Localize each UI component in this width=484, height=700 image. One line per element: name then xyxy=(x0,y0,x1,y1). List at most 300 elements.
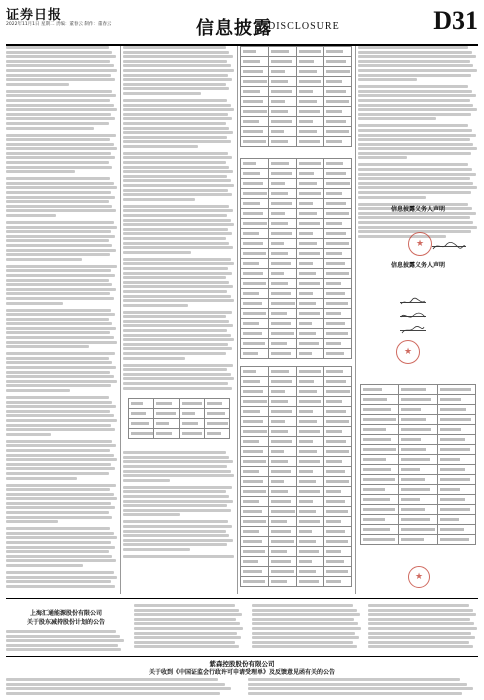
table-cell xyxy=(296,477,324,487)
table-cell xyxy=(399,435,437,445)
text-line xyxy=(6,253,110,256)
table-cell xyxy=(296,107,324,117)
table-cell xyxy=(241,527,269,537)
text-line xyxy=(123,251,191,254)
table-cell xyxy=(296,447,324,457)
table-cell xyxy=(241,239,269,249)
text-line xyxy=(358,124,468,127)
table-cell xyxy=(268,527,296,537)
newspaper-logo: 证券日报 xyxy=(6,8,63,23)
table-row xyxy=(361,405,476,415)
table-cell xyxy=(241,557,269,567)
text-line xyxy=(6,375,114,378)
table-cell xyxy=(296,467,324,477)
table-cell xyxy=(296,47,324,57)
table-cell xyxy=(241,57,269,67)
table-cell xyxy=(324,537,352,547)
text-line xyxy=(6,156,115,159)
table-cell xyxy=(268,437,296,447)
table-cell xyxy=(296,189,324,199)
table-cell xyxy=(437,395,475,405)
text-line xyxy=(123,127,229,130)
table-cell xyxy=(324,329,352,339)
text-line xyxy=(123,272,232,275)
table-row xyxy=(241,397,352,407)
text-line xyxy=(123,104,231,107)
text-line xyxy=(123,460,233,463)
text-line xyxy=(123,246,233,249)
table-cell xyxy=(268,567,296,577)
table-cell xyxy=(241,339,269,349)
table-cell xyxy=(361,425,399,435)
text-line xyxy=(123,295,231,298)
table-cell xyxy=(296,507,324,517)
text-line xyxy=(6,635,120,638)
text-line xyxy=(6,258,82,261)
table-cell xyxy=(361,505,399,515)
text-line xyxy=(358,129,472,132)
table-row xyxy=(361,465,476,475)
table-cell xyxy=(241,259,269,269)
table-cell xyxy=(399,405,437,415)
table-cell xyxy=(241,169,269,179)
table-cell xyxy=(324,117,352,127)
summary-table xyxy=(360,384,476,545)
company-seal-icon xyxy=(408,566,430,588)
text-line xyxy=(6,371,110,374)
table-cell xyxy=(296,67,324,77)
table-cell xyxy=(296,239,324,249)
table-cell xyxy=(361,515,399,525)
table-cell xyxy=(399,475,437,485)
table-cell xyxy=(324,467,352,477)
table-cell xyxy=(324,229,352,239)
text-line xyxy=(6,331,110,334)
table-cell xyxy=(361,395,399,405)
table-row xyxy=(241,427,352,437)
text-line xyxy=(123,113,228,116)
text-line xyxy=(248,678,460,681)
text-line xyxy=(358,117,436,120)
text-line xyxy=(6,357,109,360)
table-cell xyxy=(241,567,269,577)
text-line xyxy=(368,609,473,612)
table-cell xyxy=(361,485,399,495)
text-line xyxy=(123,145,198,148)
table-row xyxy=(241,547,352,557)
text-line xyxy=(368,636,475,639)
text-line xyxy=(6,536,117,539)
table-cell xyxy=(324,497,352,507)
text-line xyxy=(123,315,226,318)
table-cell xyxy=(324,209,352,219)
statement-heading-2: 信息披露义务人声明 xyxy=(390,262,445,269)
table-cell xyxy=(296,179,324,189)
table-cell xyxy=(437,535,475,545)
text-line xyxy=(6,235,115,238)
table-cell xyxy=(296,77,324,87)
table-cell xyxy=(324,57,352,67)
text-line xyxy=(123,242,229,245)
text-line xyxy=(358,182,473,185)
text-line xyxy=(6,74,111,77)
table-cell xyxy=(324,577,352,587)
text-line xyxy=(6,274,115,277)
text-line xyxy=(6,433,51,436)
text-line xyxy=(6,576,117,579)
text-line xyxy=(6,143,114,146)
table-cell xyxy=(268,87,296,97)
table-row xyxy=(241,447,352,457)
text-line xyxy=(6,414,114,417)
signature xyxy=(400,292,426,303)
table-row xyxy=(361,495,476,505)
text-line xyxy=(123,184,234,187)
text-line xyxy=(6,502,111,505)
table-cell xyxy=(296,279,324,289)
table-cell xyxy=(437,465,475,475)
table-cell xyxy=(241,97,269,107)
text-line xyxy=(6,454,114,457)
table-cell xyxy=(268,547,296,557)
table-cell xyxy=(268,289,296,299)
table-cell xyxy=(324,299,352,309)
company-seal-icon xyxy=(408,232,432,256)
table-cell xyxy=(179,399,204,409)
text-line xyxy=(123,205,229,208)
table-cell xyxy=(324,557,352,567)
table-cell xyxy=(268,249,296,259)
table-cell xyxy=(361,415,399,425)
table-row xyxy=(241,179,352,189)
text-line xyxy=(123,382,228,385)
table-cell xyxy=(241,179,269,189)
text-line xyxy=(123,262,234,265)
table-cell xyxy=(241,229,269,239)
bottom-rule xyxy=(6,656,478,657)
text-line xyxy=(6,555,112,558)
table-cell xyxy=(437,385,475,395)
text-line xyxy=(6,186,117,189)
text-line xyxy=(358,113,471,116)
text-line xyxy=(123,500,233,503)
text-line xyxy=(6,122,109,125)
text-line xyxy=(123,470,231,473)
section-title-en: DISCLOSURE xyxy=(268,21,340,32)
text-line xyxy=(6,205,112,208)
text-line xyxy=(123,334,231,337)
text-line xyxy=(358,94,476,97)
text-line xyxy=(358,226,477,229)
table-cell xyxy=(399,425,437,435)
text-line xyxy=(6,60,110,63)
table-cell xyxy=(296,497,324,507)
text-line xyxy=(123,504,227,507)
text-line xyxy=(123,92,201,95)
text-line xyxy=(6,94,116,97)
table-cell xyxy=(324,97,352,107)
column-divider xyxy=(355,46,356,594)
table-cell xyxy=(241,67,269,77)
text-line xyxy=(6,292,110,295)
text-line xyxy=(358,99,470,102)
text-line xyxy=(6,467,115,470)
table-cell xyxy=(437,415,475,425)
table-cell xyxy=(296,249,324,259)
page-number: D31 xyxy=(433,6,478,35)
table-cell xyxy=(268,319,296,329)
table-cell xyxy=(399,395,437,405)
text-line xyxy=(6,444,116,447)
text-line xyxy=(6,191,111,194)
table-cell xyxy=(154,429,179,439)
text-line xyxy=(123,166,229,169)
text-line xyxy=(123,198,195,201)
table-cell xyxy=(399,505,437,515)
table-row xyxy=(241,189,352,199)
table-row xyxy=(241,289,352,299)
table-cell xyxy=(241,507,269,517)
text-line xyxy=(123,299,234,302)
text-line xyxy=(123,189,228,192)
text-line xyxy=(252,636,359,639)
text-line xyxy=(368,618,470,621)
text-line xyxy=(248,687,473,690)
text-line xyxy=(123,214,227,217)
table-cell xyxy=(241,319,269,329)
text-line xyxy=(6,288,116,291)
table-cell xyxy=(324,47,352,57)
text-line xyxy=(6,541,111,544)
table-cell xyxy=(324,219,352,229)
text-line xyxy=(6,104,114,107)
text-column-1 xyxy=(6,46,118,594)
table-cell xyxy=(296,407,324,417)
table-cell xyxy=(324,349,352,359)
signature xyxy=(400,320,426,331)
table-cell xyxy=(268,417,296,427)
text-line xyxy=(123,539,233,542)
text-line xyxy=(358,60,470,63)
text-line xyxy=(368,645,473,648)
text-line xyxy=(6,209,116,212)
table-row xyxy=(361,515,476,525)
table-cell xyxy=(296,349,324,359)
text-line xyxy=(6,170,75,173)
notice-text-lower xyxy=(248,678,478,696)
text-line xyxy=(6,279,109,282)
text-line xyxy=(358,216,470,219)
table-cell xyxy=(296,219,324,229)
table-cell xyxy=(204,419,229,429)
text-line xyxy=(123,320,229,323)
text-line xyxy=(6,327,116,330)
table-cell xyxy=(296,577,324,587)
text-line xyxy=(6,405,116,408)
text-line xyxy=(6,648,121,651)
table-cell xyxy=(296,289,324,299)
table-cell xyxy=(268,179,296,189)
table-cell xyxy=(399,385,437,395)
table-cell xyxy=(296,397,324,407)
table-cell xyxy=(241,349,269,359)
text-line xyxy=(358,64,473,67)
table-cell xyxy=(296,339,324,349)
notice-title-center: 紫森控股股份有限公司 xyxy=(209,660,275,668)
table-cell xyxy=(399,495,437,505)
table-cell xyxy=(268,557,296,567)
text-line xyxy=(123,51,229,54)
text-line xyxy=(358,104,473,107)
table-row xyxy=(241,387,352,397)
table-cell xyxy=(296,159,324,169)
table-row xyxy=(241,219,352,229)
text-line xyxy=(6,571,114,574)
table-cell xyxy=(241,407,269,417)
table-cell xyxy=(324,367,352,377)
table-cell xyxy=(268,537,296,547)
text-line xyxy=(6,113,111,116)
text-line xyxy=(6,424,111,427)
table-cell xyxy=(361,495,399,505)
text-line xyxy=(123,513,180,516)
table-cell xyxy=(241,269,269,279)
table-row xyxy=(241,169,352,179)
text-line xyxy=(123,140,231,143)
table-cell xyxy=(437,435,475,445)
table-row xyxy=(129,409,230,419)
text-line xyxy=(6,384,111,387)
text-line xyxy=(123,60,227,63)
text-line xyxy=(6,99,110,102)
text-line xyxy=(123,543,227,546)
table-row xyxy=(241,229,352,239)
table-row xyxy=(241,367,352,377)
text-line xyxy=(123,156,232,159)
text-line xyxy=(123,387,232,390)
text-line xyxy=(123,525,232,528)
notice-title-left: 上海汇通能源股份有限公司 xyxy=(29,610,102,617)
text-line xyxy=(123,357,185,360)
text-line xyxy=(134,636,241,639)
text-line xyxy=(368,641,469,644)
table-row xyxy=(241,87,352,97)
text-line xyxy=(358,55,476,58)
table-cell xyxy=(324,319,352,329)
text-line xyxy=(6,463,111,466)
table-row xyxy=(129,429,230,439)
text-line xyxy=(6,401,112,404)
text-line xyxy=(6,497,117,500)
text-line xyxy=(6,313,115,316)
text-line xyxy=(6,269,111,272)
text-line xyxy=(6,687,231,690)
text-line xyxy=(123,117,232,120)
text-line xyxy=(358,143,473,146)
table-cell xyxy=(324,137,352,147)
table-cell xyxy=(324,127,352,137)
text-line xyxy=(134,645,239,648)
text-line xyxy=(6,117,115,120)
text-line xyxy=(123,108,234,111)
table-cell xyxy=(296,517,324,527)
table-cell xyxy=(268,127,296,137)
table-cell xyxy=(268,169,296,179)
table-cell xyxy=(241,289,269,299)
table-cell xyxy=(324,339,352,349)
table-cell xyxy=(241,417,269,427)
table-row xyxy=(241,199,352,209)
table-row xyxy=(241,437,352,447)
text-line xyxy=(123,474,234,477)
text-line xyxy=(6,200,109,203)
table-cell xyxy=(296,329,324,339)
table-cell xyxy=(324,169,352,179)
table-cell xyxy=(241,309,269,319)
signature xyxy=(400,306,426,317)
text-line xyxy=(6,520,58,523)
text-line xyxy=(123,324,233,327)
table-row xyxy=(241,209,352,219)
text-line xyxy=(6,585,115,588)
text-line xyxy=(123,465,227,468)
table-cell xyxy=(324,417,352,427)
table-cell xyxy=(241,467,269,477)
text-line xyxy=(6,318,109,321)
text-line xyxy=(6,532,114,535)
text-line xyxy=(123,161,226,164)
table-cell xyxy=(399,465,437,475)
table-cell xyxy=(437,455,475,465)
table-cell xyxy=(241,477,269,487)
text-line xyxy=(123,495,229,498)
text-line xyxy=(248,683,467,686)
text-line xyxy=(123,152,228,155)
table-row xyxy=(241,507,352,517)
text-line xyxy=(6,506,115,509)
table-cell xyxy=(268,107,296,117)
table-cell xyxy=(268,329,296,339)
table-cell xyxy=(399,525,437,535)
notice-text xyxy=(368,604,478,654)
issue-meta: 2022年11月1日 星期二 责编：董春云 制作：董春云 xyxy=(6,22,112,27)
text-line xyxy=(358,156,407,159)
table-cell xyxy=(296,537,324,547)
table-cell xyxy=(241,137,269,147)
table-cell xyxy=(268,309,296,319)
text-line xyxy=(252,641,353,644)
table-cell xyxy=(268,387,296,397)
company-seal-icon xyxy=(396,340,420,364)
notice-text xyxy=(252,604,362,654)
table-row xyxy=(361,505,476,515)
table-row xyxy=(241,407,352,417)
table-row xyxy=(129,419,230,429)
table-cell xyxy=(241,427,269,437)
table-cell xyxy=(241,447,269,457)
table-cell xyxy=(324,517,352,527)
text-line xyxy=(123,304,188,307)
table-cell xyxy=(324,477,352,487)
text-line xyxy=(6,147,117,150)
text-line xyxy=(6,108,117,111)
table-row xyxy=(241,269,352,279)
text-line xyxy=(134,627,243,630)
text-line xyxy=(248,692,462,695)
table-cell xyxy=(399,515,437,525)
text-line xyxy=(6,196,115,199)
table-cell xyxy=(296,427,324,437)
